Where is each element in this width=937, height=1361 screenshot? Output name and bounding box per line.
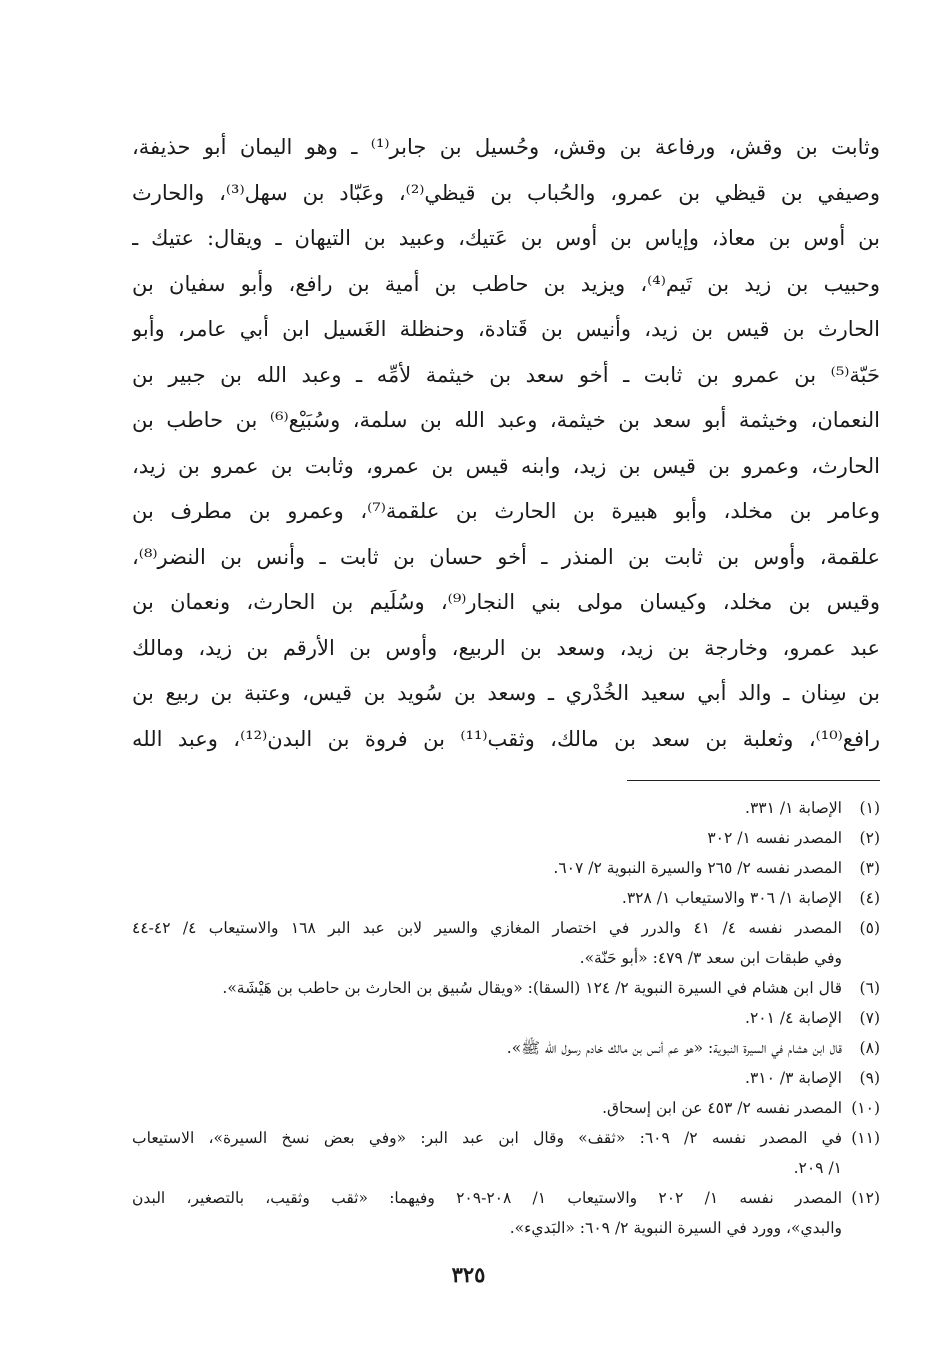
body-line: النعمان، وخيثمة أبو سعد بن خيثمة، وعبد الله بن سلمة، وسُبَيْع⁽⁶⁾ بن حاطب بن [132,408,880,432]
footnotes [132,793,880,1243]
footnote-number: (٥) [859,919,880,937]
footnote-number: (٩) [859,1069,880,1087]
footnote-number: (١٠) [851,1099,880,1117]
body-line: حَبّة⁽⁵⁾ بن عمرو بن ثابت ـ أخو سعد بن خيثمة لأمِّه ـ وعبد الله بن جبير بن [132,362,880,387]
footnote-text [132,823,842,853]
footnote [132,1123,880,1183]
footnote-text [132,853,842,883]
footnote-text [132,1003,842,1033]
footnote-text [132,1033,842,1063]
footnote-number: (٦) [859,979,880,997]
body-line: الحارث بن قيس بن زيد، وأنيس بن قَتادة، وحنظلة الغَسيل ابن أبي عامر، وأبو [132,317,880,341]
footnote-line: المصدر نفسه ١/ ٣٠٢ [707,829,842,847]
footnote-number: (١٢) [851,1189,880,1207]
footnote-text [132,973,842,1003]
footnote-text [132,1093,842,1123]
footnote-text [132,883,842,913]
footnote-number: (٤) [859,889,880,907]
footnote-line: والبدي»، وورد في السيرة النبوية ٢/ ٦٠٩: «البَديء». [509,1219,842,1237]
body-line: الحارث، وعمرو بن قيس بن زيد، وابنه قيس بن عمرو، وثابت بن عمرو بن زيد، [132,453,880,478]
footnote-text [132,1183,842,1243]
main-text [132,125,880,762]
footnote-line: الإصابة ٣/ ٣١٠. [745,1069,842,1087]
footnote-line: المصدر نفسه ٢/ ٢٦٥ والسيرة النبوية ٢/ ٦٠٧. [553,859,842,877]
footnote-line: قال ابن هشام في السيرة النبوية: «هو عم أنس بن مالك خادم رسول الله ﷺ». [506,1039,842,1057]
body-line: وثابت بن وقش، ورفاعة بن وقش، وحُسيل بن جابر⁽¹⁾ ـ وهو اليمان أبو حذيفة، [132,135,880,159]
footnote-line: قال ابن هشام في السيرة النبوية ٢/ ١٢٤ (السقا): «ويقال سُبيق بن الحارث بن حاطب بن هَيْشَة». [222,979,842,997]
footnote [132,1003,880,1033]
footnote-number: (٣) [859,859,880,877]
footnote-line: وفي طبقات ابن سعد ٣/ ٤٧٩: «أبو حَنّة». [579,949,842,967]
footnote [132,853,880,883]
footnote [132,793,880,823]
footnote-text [132,1123,842,1183]
footnote-number: (٧) [859,1009,880,1027]
footnote-number: (١) [859,799,880,817]
body-line: وقيس بن مخلد، وكيسان مولى بني النجار⁽⁹⁾، وسُلَيم بن الحارث، ونعمان بن [132,590,880,614]
footnote-line: المصدر نفسه ١/ ٢٠٢ والاستيعاب ١/ ٢٠٨-٢٠٩ وفيهما: «ثقب وثقيب، بالتصغير، البدن [132,1189,842,1207]
footnote-line: الإصابة ٤/ ٢٠١. [745,1009,842,1027]
footnote [132,1093,880,1123]
footnote-text [132,793,842,823]
page-number: ٣٢٥ [451,1262,486,1287]
footnote-number: (١١) [851,1129,880,1147]
body-line: بن أوس بن معاذ، وإياس بن أوس بن عَتيك، وعبيد بن التيهان ـ ويقال: عتيك ـ [132,226,880,250]
footnote-text [132,913,842,973]
footnote [132,973,880,1003]
footnote-line: المصدر نفسه ٤/ ٤١ والدرر في اختصار المغازي والسير لابن عبد البر ١٦٨ والاستيعاب ٤/ ٤٢-٤٤ [132,919,842,937]
body-line: بن سِنان ـ والد أبي سعيد الخُدْري ـ وسعد بن سُويد بن قيس، وعتبة بن ربيع بن [132,681,880,705]
footnote [132,1033,880,1063]
footnote-number: (٢) [859,829,880,847]
footnote-line: ١/ ٢٠٩. [793,1159,842,1177]
body-line: علقمة، وأوس بن ثابت بن المنذر ـ أخو حسان بن ثابت ـ وأنس بن النضر⁽⁸⁾، [132,544,880,569]
footnote [132,1183,880,1243]
footnote [132,913,880,973]
footnote-line: المصدر نفسه ٢/ ٤٥٣ عن ابن إسحاق. [602,1099,842,1117]
body-line: وعامر بن مخلد، وأبو هبيرة بن الحارث بن علقمة⁽⁷⁾، وعمرو بن مطرف بن [132,499,880,523]
footnote [132,1063,880,1093]
footnote-text [132,1063,842,1093]
footnote-line: الإصابة ١/ ٣٠٦ والاستيعاب ١/ ٣٢٨. [621,889,842,907]
footnote-separator [627,780,880,781]
body-line: وحبيب بن زيد بن تَيم⁽⁴⁾، ويزيد بن حاطب بن أمية بن رافع، وأبو سفيان بن [132,271,880,296]
footnote-number: (٨) [859,1039,880,1057]
footnote-line: الإصابة ١/ ٣٣١. [745,799,842,817]
footnote [132,823,880,853]
footnote-line: في المصدر نفسه ٢/ ٦٠٩: «ثقف» وقال ابن عبد البر: «وفي بعض نسخ السيرة»، الاستيعاب [132,1129,842,1147]
body-line: وصيفي بن قيظي بن عمرو، والحُباب بن قيظي⁽²⁾، وعَبّاد بن سهل⁽³⁾، والحارث [132,180,880,205]
footnote [132,883,880,913]
body-line: رافع⁽¹⁰⁾، وثعلبة بن سعد بن مالك، وثقب⁽¹¹⁾ بن فروة بن البدن⁽¹²⁾، وعبد الله [132,726,880,751]
body-line: عبد عمرو، وخارجة بن زيد، وسعد بن الربيع، وأوس بن الأرقم بن زيد، ومالك [132,635,880,660]
